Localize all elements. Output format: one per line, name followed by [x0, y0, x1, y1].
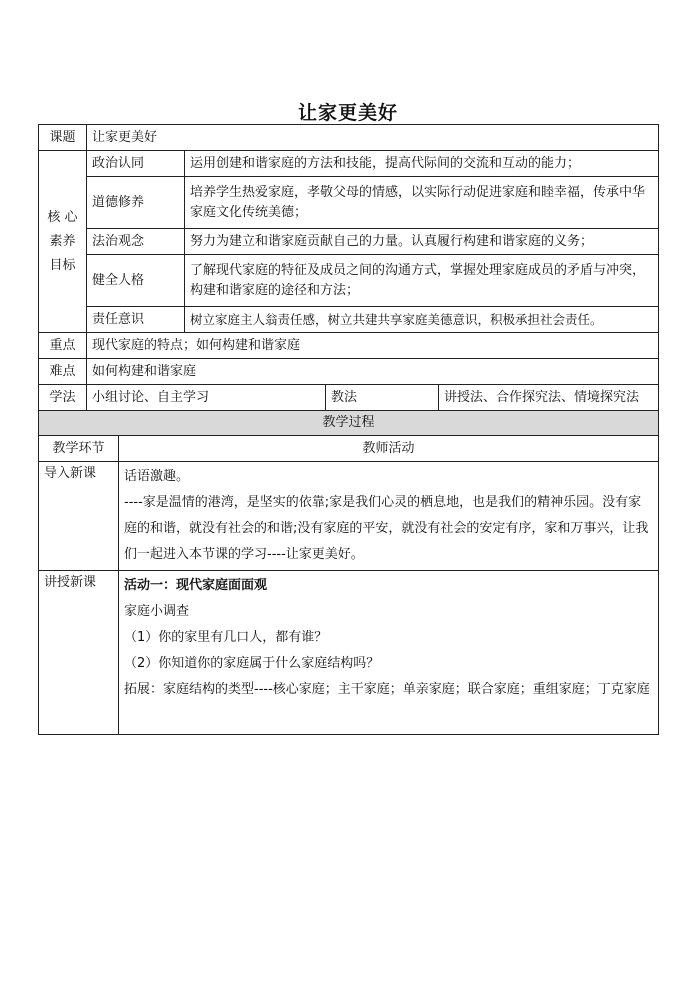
core-item-text: 运用创建和谐家庭的方法和技能，提高代际间的交流和互动的能力； — [185, 151, 659, 177]
phase-intro-activity — [119, 462, 659, 571]
core-item-name: 责任意识 — [87, 307, 185, 333]
difficulty-row — [39, 359, 659, 385]
core-item-text: 努力为建立和谐家庭贡献自己的力量。认真履行构建和谐家庭的义务； — [185, 229, 659, 255]
lesson-plan-table — [38, 124, 659, 735]
phase-row-lecture — [39, 571, 659, 735]
key-value: 现代家庭的特点；如何构建和谐家庭 — [87, 333, 659, 359]
process-header: 教学过程 — [39, 411, 659, 436]
phase-header: 教学环节 — [39, 436, 119, 462]
process-header-row — [39, 411, 659, 436]
study-method-label: 学法 — [39, 385, 87, 411]
core-item-text: 树立家庭主人翁责任感，树立共建共享家庭美德意识，积极承担社会责任。 — [185, 307, 659, 333]
difficulty-label: 难点 — [39, 359, 87, 385]
lecture-line: （1）你的家里有几口人，都有谁？ — [124, 630, 328, 645]
topic-label: 课题 — [39, 125, 87, 151]
core-item-name: 健全人格 — [87, 255, 185, 307]
phase-intro-label: 导入新课 — [39, 462, 119, 571]
key-row — [39, 333, 659, 359]
difficulty-value: 如何构建和谐家庭 — [87, 359, 659, 385]
core-item-text: 培养学生热爱家庭，孝敬父母的情感，以实际行动促进家庭和睦幸福，传承中华家庭文化传统美德； — [185, 177, 659, 229]
key-label: 重点 — [39, 333, 87, 359]
core-item-name: 法治观念 — [87, 229, 185, 255]
intro-paragraph: ----家是温情的港湾，是坚实的依靠;家是我们心灵的栖息地，也是我们的精神乐园。没有家庭的和谐，就没有社会的和谐;没有家庭的平安，就没有社会的安定有序，家和万事兴，让我们一起进入本节课的学习----让家更美好。 — [124, 495, 649, 562]
phase-lecture-label: 讲授新课 — [39, 571, 119, 735]
lecture-line: （2）你知道你的家庭属于什么家庭结构吗？ — [124, 656, 380, 671]
study-method-value: 小组讨论、自主学习 — [87, 385, 326, 411]
core-item-name: 道德修养 — [87, 177, 185, 229]
core-row-4 — [39, 255, 659, 307]
activity-heading: 活动一：现代家庭面面观 — [124, 578, 268, 593]
topic-row — [39, 125, 659, 151]
column-header-row — [39, 436, 659, 462]
core-row-2 — [39, 177, 659, 229]
core-row-3 — [39, 229, 659, 255]
page-title: 让家更美好 — [297, 102, 398, 124]
lecture-line: 拓展：家庭结构的类型----核心家庭；主干家庭；单亲家庭；联合家庭；重组家庭；丁克家庭 — [124, 682, 650, 697]
teach-method-label: 教法 — [326, 385, 439, 411]
core-item-text: 了解现代家庭的特征及成员之间的沟通方式，掌握处理家庭成员的矛盾与冲突，构建和谐家庭的途径和方法； — [185, 255, 659, 307]
core-row-1 — [39, 151, 659, 177]
core-label: 核 心 素养 目标 — [39, 151, 87, 333]
teach-method-value: 讲授法、合作探究法、情境探究法 — [439, 385, 659, 411]
lecture-line: 家庭小调查 — [124, 604, 190, 619]
activity-header: 教师活动 — [119, 436, 659, 462]
topic-value: 让家更美好 — [87, 125, 659, 151]
core-item-name: 政治认同 — [87, 151, 185, 177]
method-row — [39, 385, 659, 411]
phase-row-intro — [39, 462, 659, 571]
core-row-5 — [39, 307, 659, 333]
intro-line: 话语激趣。 — [124, 469, 190, 484]
phase-lecture-activity — [119, 571, 659, 735]
